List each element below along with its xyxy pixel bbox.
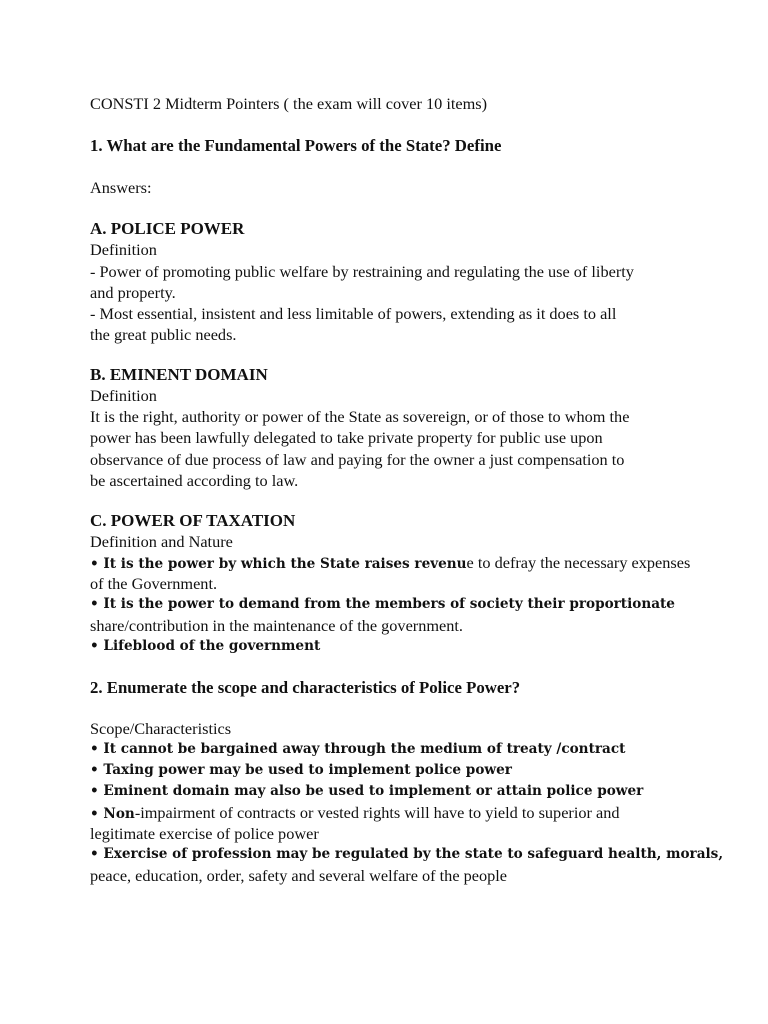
eminent-domain-line: be ascertained according to law.: [90, 471, 299, 490]
police-power-definition-label: Definition: [90, 240, 157, 259]
taxation-bullet-1-bold: • It is the power by which the State raises revenu: [90, 556, 467, 572]
scope-item-5: • Exercise of profession may be regulated by the state to safeguard health, morals,: [90, 846, 724, 862]
taxation-bullet-1: [90, 552, 690, 575]
scope-item-2: • Taxing power may be used to implement police power: [90, 762, 512, 778]
taxation-bullet-2: • It is the power to demand from the members of society their proportionate: [90, 596, 675, 612]
taxation-bullet-2-cont: share/contribution in the maintenance of the government.: [90, 616, 463, 635]
eminent-domain-line: observance of due process of law and paying for the owner a just compensation to: [90, 450, 625, 469]
police-power-line: - Most essential, insistent and less limitable of powers, extending as it does to all: [90, 304, 617, 323]
scope-item-4: [90, 802, 620, 825]
taxation-bullet-3: • Lifeblood of the government: [90, 638, 321, 654]
police-power-heading: A. POLICE POWER: [90, 219, 245, 238]
scope-label: Scope/Characteristics: [90, 719, 232, 738]
taxation-bullet-1-rest: e to defray the necessary expenses: [466, 553, 691, 572]
police-power-line: and property.: [90, 283, 176, 302]
eminent-domain-heading: B. EMINENT DOMAIN: [90, 365, 268, 384]
question-2: 2. Enumerate the scope and characteristics of Police Power?: [90, 678, 521, 697]
document-title: CONSTI 2 Midterm Pointers ( the exam will cover 10 items): [90, 94, 488, 113]
eminent-domain-definition-label: Definition: [90, 386, 157, 405]
scope-item-4-cont: legitimate exercise of police power: [90, 824, 319, 843]
eminent-domain-line: power has been lawfully delegated to take private property for public use upon: [90, 428, 603, 447]
question-1: 1. What are the Fundamental Powers of the State? Define: [90, 136, 502, 155]
scope-item-4-rest: -impairment of contracts or vested rights will have to yield to superior and: [134, 803, 620, 822]
scope-item-5-cont: peace, education, order, safety and several welfare of the people: [90, 866, 508, 885]
answers-label: Answers:: [90, 178, 152, 197]
police-power-line: - Power of promoting public welfare by restraining and regulating the use of liberty: [90, 262, 634, 281]
eminent-domain-line: It is the right, authority or power of the State as sovereign, or of those to whom the: [90, 407, 630, 426]
scope-item-1: • It cannot be bargained away through the medium of treaty /contract: [90, 741, 626, 757]
scope-item-3: • Eminent domain may also be used to implement or attain police power: [90, 783, 644, 799]
scope-item-4-bold: • Non: [90, 806, 135, 822]
police-power-line: the great public needs.: [90, 325, 237, 344]
taxation-bullet-1-cont: of the Government.: [90, 574, 218, 593]
taxation-definition-label: Definition and Nature: [90, 532, 233, 551]
taxation-heading: C. POWER OF TAXATION: [90, 511, 296, 530]
